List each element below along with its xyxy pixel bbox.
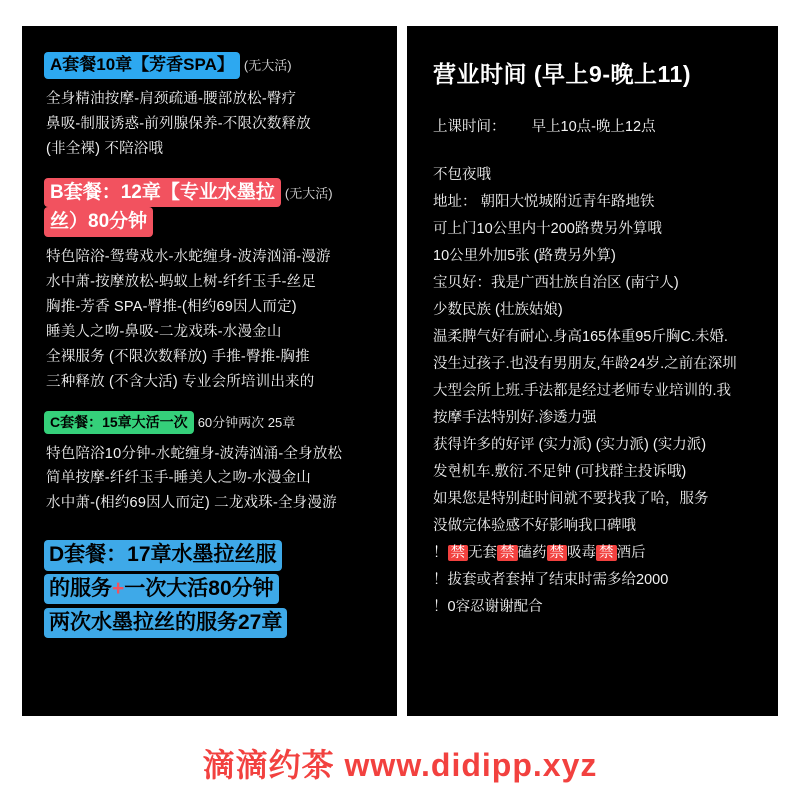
list-item: 不包夜哦 — [433, 167, 491, 183]
package-d-heading — [44, 538, 381, 639]
package-a-heading — [44, 52, 381, 79]
package-a-title: A套餐10章【芳香SPA】 — [44, 52, 240, 79]
right-info-lines — [433, 162, 762, 620]
list-item: 如果您是特别赶时间就不要找我了哈，服务 — [433, 490, 709, 507]
list-item: 地址： 朝阳大悦城附近青年路地铁 — [433, 193, 655, 210]
class-time-value: 早上10点-晚上12点 — [531, 119, 656, 135]
list-item: 睡美人之吻-鼻吸-二龙戏珠-水漫金山 — [46, 323, 282, 340]
list-item: 大型会所上班.手法都是经过老师专业培训的.我 — [433, 382, 732, 399]
package-c-note: 60分钟两次 25章 — [197, 414, 296, 430]
list-item: 温柔脾气好有耐心.身高165体重95斤胸C.未婚. — [433, 328, 728, 345]
list-item: ！0容忍谢谢配合 — [433, 598, 543, 615]
class-time-row — [433, 115, 762, 136]
package-b-lines — [46, 245, 381, 395]
list-item: 三种释放 (不含大活) 专业会所培训出来的 — [46, 373, 315, 390]
package-c-lines — [46, 442, 381, 517]
footer-banner — [0, 740, 800, 786]
package-b-note: (无大活) — [284, 185, 333, 201]
list-item: 特色陪浴-鸳鸯戏水-水蛇缠身-波涛汹涌-漫游 — [46, 249, 331, 266]
list-item: 水中萧-按摩放松-蚂蚁上树-纤纤玉手-丝足 — [46, 273, 317, 290]
list-item: 全裸服务 (不限次数释放) 手推-臀推-胸推 — [46, 348, 310, 365]
package-d-line3: 两次水墨拉丝的服务27章 — [44, 608, 287, 638]
package-b-heading — [44, 178, 381, 237]
list-item: 没生过孩子.也没有男朋友,年龄24岁.之前在深圳 — [433, 355, 737, 372]
list-item: 按摩手法特别好.渗透力强 — [433, 409, 597, 426]
list-item: 宝贝好：我是广西壮族自治区 (南宁人) — [433, 274, 679, 291]
warning-text-2: 磕药 — [517, 544, 547, 561]
package-c-heading — [44, 411, 381, 434]
list-item: 鼻吸-制服诱惑-前列腺保养-不限次数释放 — [46, 115, 311, 132]
warning-text-1: 无套 — [468, 544, 497, 561]
ban-icon-1: 禁 — [448, 545, 469, 561]
list-item: 全身精油按摩-肩颈疏通-腰部放松-臀疗 — [46, 90, 297, 107]
warning-text-4: 酒后 — [616, 544, 646, 561]
package-d-line1: D套餐：17章水墨拉丝服 — [44, 540, 282, 570]
list-item: 可上门10公里内十200路费另外算哦 — [433, 220, 662, 237]
package-a-lines — [46, 87, 381, 162]
package-c-title: C套餐：15章大活一次 — [44, 411, 194, 434]
plus-icon: + — [112, 576, 125, 600]
right-panel — [407, 26, 778, 716]
list-item: 获得许多的好评 (实力派) (实力派) (实力派) — [433, 436, 707, 453]
package-d-line2 — [44, 574, 279, 604]
list-item: 简单按摩-纤纤玉手-睡美人之吻-水漫金山 — [46, 470, 311, 487]
left-panel — [22, 26, 397, 716]
footer-brand: 滴滴约茶 — [202, 747, 335, 783]
package-d-line2-pre: 的服务 — [49, 576, 112, 600]
business-hours-title: 营业时间 (早上9-晚上11) — [433, 61, 691, 87]
ban-icon-3: 禁 — [547, 545, 568, 561]
ban-icon-4: 禁 — [596, 545, 617, 561]
list-item: 水中萧-(相约69因人而定) 二龙戏珠-全身漫游 — [46, 495, 337, 512]
warning-prefix: ！ — [433, 544, 448, 561]
warning-text-3: 吸毒 — [567, 544, 596, 561]
ban-icon-2: 禁 — [497, 545, 518, 561]
package-b-title-line1: B套餐：12章【专业水墨拉 — [44, 178, 281, 208]
package-d-line2-post: 一次大活80分钟 — [124, 576, 274, 600]
footer-url[interactable]: www.didipp.xyz — [344, 747, 598, 783]
list-item: 10公里外加5张 (路费另外算) — [433, 247, 616, 264]
list-item: 胸推-芳香 SPA-臀推-(相约69因人而定) — [46, 298, 297, 315]
list-item: 少数民族 (壮族姑娘) — [433, 301, 563, 318]
warning-line — [433, 540, 762, 567]
package-b-title-line2: 丝）80分钟 — [44, 207, 153, 237]
list-item: 没做完体验感不好影响我口碑哦 — [433, 517, 636, 534]
class-time-label: 上课时间： — [433, 119, 506, 135]
list-item: 发현机车.敷衍.不足钟 (可找群主投诉哦) — [433, 463, 687, 480]
package-a-note: (无大活) — [243, 58, 292, 73]
list-item: ！拔套或者套掉了结束时需多给2000 — [433, 571, 669, 588]
panels-container — [22, 26, 778, 716]
list-item: (非全裸) 不陪浴哦 — [46, 140, 164, 157]
list-item: 特色陪浴10分钟-水蛇缠身-波涛汹涌-全身放松 — [46, 445, 343, 462]
